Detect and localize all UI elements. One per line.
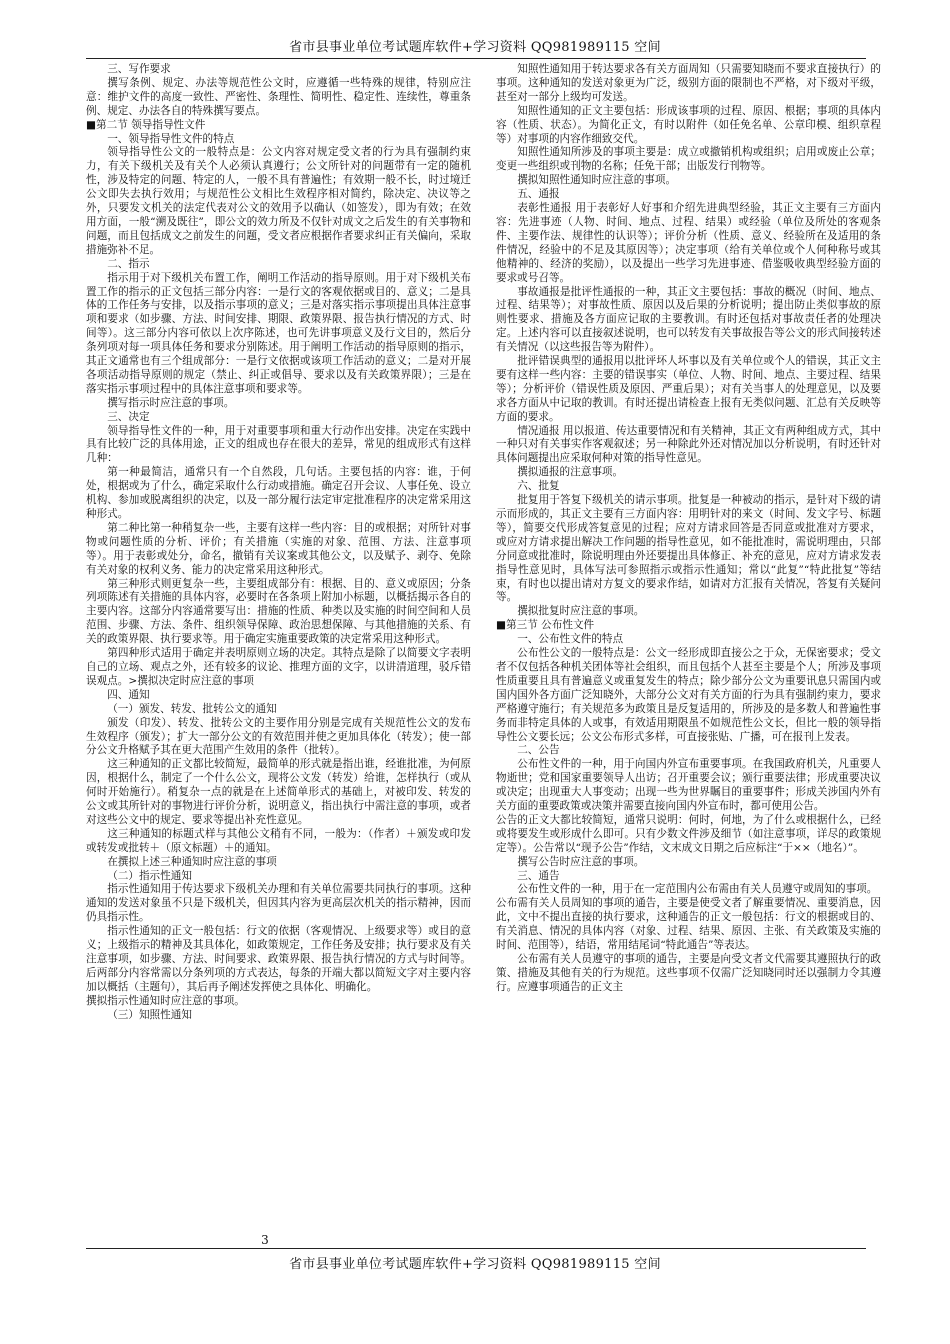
paragraph: 公布需有关人员周知的事项的通告，主要是使受文者了解重要情况、重要消息，因此，文中不提出直接的执行要求，这种通告的正文一般包括：行文的根据或目的、有关消息、情况的具体内容（对象、过程、结果、原因、主张、有关政策及实施的时间、范围等），结语，常用结尾词“特此通告”等表达。 [496,897,881,952]
footer-divider [86,1248,866,1249]
section-heading: 四、通知 [107,688,150,701]
paragraph: 表彰性通报 用于表彰好人好事和介绍先进典型经验，其正文主要有三方面内容：先进事迹（人物、时间、地点、过程、结果）或经验（单位及所处的客观条件、主要作法、规律性的认识等）；评价分析（性质、意义、经验所在及适用的条件情况，经验中的不足及其原因等）；决定事项（给有关单位或个人何种称号或其他精神的、经济的奖励），以及提出一些学习先进事迹、借鉴吸收典型经验方面的要求或号召等。 [496,202,881,284]
paragraph: 撰拟指示性通知时应注意的事项。 [86,994,245,1007]
paragraph: 公告的正文大都比较简短，通常只说明：何时，何地，为了什么或根据什么，已经或将要发生或形成什么即可。只有少数文件涉及细节（如注意事项，详尽的政策规定等）。公告常以“现予公告”作结，文末成文日期之后应标注“于××（地名）”。 [496,813,881,854]
paragraph: 撰拟知照性通知时应注意的事项。 [517,174,677,187]
paragraph: 公布需有关人员遵守的事项的通告，主要是向受文者文代需要其遵照执行的政策、措施及其他有关的行为规范。这些事项不仅需广泛知晓同时还以强制力令其遵行。应遵事项通告的正文主 [496,953,881,993]
page-number: 3 [261,1233,269,1247]
paragraph: 批评错误典型的通报用以批评坏人坏事以及有关单位或个人的错误，其正文主要有这样一些内容：主要的错误事实（单位、人物、时间、地点、主要过程、结果等）；分析评价（错误性质及原因、严重后果）；对有关当事人的处理意见，以及要求各方面从中记取的教训。有时还提出请检查上报有无类似问题、汇总有关反映等方面的要求。 [496,355,881,423]
section-heading: 三、写作要求 [107,63,171,75]
paragraph: 批复用于答复下级机关的请示事项。批复是一种被动的指示，是针对下级的请示而形成的，其正文主要有三方面内容：用明针对的来文（时间、发文字号、标题等），简要交代形成答复意见的过程；应对方请求回答是否同意或批准对方要求，或应对方请求提出解决工作问题的指导性意见，如不能批准时，需说明理由，只部分同意或批准时，除说明理由外还要提出具体修正、补充的意见，应对方请求发表指导性意见时，具体写法可参照指示或指示性通知；常以“此复”“特此批复”等结束，有时也以提出请对方复文的要求作结，如请对方汇报有关情况，答复有关疑问等。 [496,494,881,604]
section-heading: 五、通报 [517,188,560,201]
page-header: 省市县事业单位考试题库软件+学习资料 QQ981989115 空间 [289,40,661,55]
paragraph: 事故通报是批评性通报的一种，其正文主要包括：事故的概况（时间、地点、过程、结果等）；对事故性质、原因以及后果的分析说明；提出防止类似事故的原则性要求、措施及各方面应记取的主要教训。有时还包括对事故责任者的处理决定。上述内容可以直接叙述说明，也可以转发有关事故报告等公文的形式间接转述有关情况（以这些报告等为附件）。 [496,285,881,354]
paragraph: 领导指导性文件的一种，用于对重要事项和重大行动作出安排。决定在实践中具有比较广泛的具体用途，正文的组成也存在很大的差异，常见的组成形式有这样几种： [86,424,471,465]
chapter-section-title: ■第三节 公布性文件 [496,619,595,632]
paragraph: 撰拟批复时应注意的事项。 [517,605,645,618]
right-column [496,63,881,1233]
paragraph: 第四种形式适用于确定并表明原则立场的决定。其特点是除了以简要文字表明自己的立场、观点之外，还有较多的议论、推理方面的文字，以讲清道理，驳斥错误观点。>撰拟决定时应注意的事项 [86,647,471,687]
paragraph: 第三种形式则更复杂一些，主要组成部分有：根据、目的、意义或原因；分条列项陈述有关措施的具体内容，必要时在各条项上附加小标题，以概括揭示各自的主要内容。这部分内容通常要写出：措施的性质、种类以及实施的时间空间和人员范围、步骤、方法、条件、组织领导保障、政治思想保障、与其他措施的关系、有关的政策界限、执行要求等。用于确定实施重要政策的决定常采用这种形式。 [86,577,471,646]
paragraph: 第二种比第一种稍复杂一些，主要有这样一些内容：目的或根据；对所针对事物或问题性质的分析、评价；有关措施（实施的对象、范围、方法、注意事项等）。用于表彰或处分，命名，撤销有关议案或其他公文，以及赋予、剥夺、免除有关对象的权利义务、能力的决定常采用这种形式。 [86,521,471,576]
header-divider [86,58,866,59]
section-heading: 三、决定 [107,410,150,423]
left-column [86,63,471,1233]
paragraph: 第一种最简洁，通常只有一个自然段，几句话。主要包括的内容：谁，于何处，根据或为了什么，确定采取什么行动或措施。确定召开会议、人事任免、设立机构、参加或脱离组织的决定，以及一部分履行法定审定批准程序的决定常采用这种形式。 [86,466,471,520]
paragraph: 情况通报 用以报道、传达重要情况和有关精神，其正文有两种组成方式，其中一种只对有关事实作客观叙述；另一种除此外还对情况加以分析说明，有时还针对具体问题提出应采取何种对策的指导性意见。 [496,424,881,465]
paragraph: 公布性文件的一种，用于在一定范围内公布需由有关人员遵守或周知的事项。 [517,883,878,896]
paragraph: 撰写公告时应注意的事项。 [517,855,645,868]
page-footer: 省市县事业单位考试题库软件+学习资料 QQ981989115 空间 [289,1257,661,1272]
paragraph: 撰写指示时应注意的事项。 [107,396,235,409]
paragraph: 指示性通知的正文一般包括：行文的依据（客观情况、上级要求等）或目的意义；上级指示的精神及其具体化，如政策规定，工作任务及安排；执行要求及有关注意事项，如步骤、方法、时间要求、政策界限、报告执行情况的方式与时间等。后两部分内容常需以分条列项的方式表达，每条的开端大都以简短文字对主要内容加以概括（主题句），其后再予阐述发挥使之具体化、明确化。 [86,925,471,993]
paragraph: 在撰拟上述三种通知时应注意的事项 [107,855,277,868]
section-heading: 二、公告 [517,744,560,757]
section-heading: （一）颁发、转发、批转公文的通知 [107,702,277,715]
section-heading: 三、通告 [517,869,560,882]
paragraph: 公布性公文的一般特点是：公文一经形成即直接公之于众，无保密要求；受文者不仅包括各种机关团体等社会组织，而且包括个人甚至主要是个人；所涉及事项性质重要且具有普遍意义或重复发生的特点；除少部分公文为重要讯息只需国内或国内国外各方面广泛知晓外，大部分公文对有关方面的行为具有强制约束力，要求严格遵守施行；有关规范多为政策且是反复适用的，所涉及的是多数人和普遍性事务而非特定具体的人或事，有效适用期限虽不如规范性公文长，但比一般的领导指导性公文要长远；公文公布形式多样，可直接张贴、广播，可在报刊上发表。 [496,647,881,743]
paragraph: 知照性通知所涉及的事项主要是：成立或撤销机构或组织；启用或废止公章；变更一些组织或刊物的名称；任免干部；出版发行刊物等。 [496,146,881,173]
paragraph: 撰拟通报的注意事项。 [517,466,624,479]
paragraph: 指示性通知用于传达要求下级机关办理和有关单位需要共同执行的事项。这种通知的发送对象虽不只是下级机关，但因其内容为更高层次机关的指示精神，因而仍具指示性。 [86,883,471,924]
paragraph: 这三种通知的正文都比较简短，最简单的形式就是指出谁，经谁批准，为何原因，根据什么，制定了一个什么公文，现将公文发（转发）给谁，怎样执行（或从何时开始施行）。稍复杂一点的就是在上述简单形式的基础上，对被印发、转发的公文或其所针对的事物进行评价分析，说明意义，指出执行中需注意的事项，或者对这些公文中的规定、要求等提出补充性意见。 [86,758,471,826]
section-heading: 六、批复 [517,480,560,493]
paragraph: 这三种通知的标题式样与其他公文稍有不同，一般为：（作者）＋颁发或印发或转发或批转＋（原文标题）＋的通知。 [86,827,471,854]
section-heading: 一、公布性文件的特点 [517,633,624,646]
paragraph: 撰写条例、规定、办法等规范性公文时，应遵循一些特殊的规律，特别应注意：维护文件的高度一致性、严密性、条理性、简明性、稳定性、连续性，尊重条例、规定、办法各自的特殊撰写要点。 [86,76,471,117]
section-heading: （三）知照性通知 [107,1008,192,1021]
paragraph: 公布性文件的一种，用于向国内外宣布重要事项。在我国政府机关，凡重要人物逝世；党和国家重要领导人出访；召开重要会议；颁行重要法律；形成重要决议或决定；出现重大人事变动；出现一些为世界瞩目的重要事件；形成关涉国内外有关方面的重要政策或决策并需要直接向国内外宣布时，都可使用公告。 [496,758,881,813]
paragraph: 领导指导性公文的一般特点是：公文内容对规定受文者的行为具有强制约束力，有关下级机关及有关个人必须认真遵行；公文所针对的问题带有一定的随机性，涉及特定的问题、特定的人，一般不具有普遍性；有效期一般不长，时过境迁公文即失去执行效用；与规范性公文相比生效程序相对简约，除决定、决议等之外，只要发文机关的法定代表对公文的效用予以确认（如签发），即为有效；在效用方面，一般“溯及既往”，即公文的效力所及不仅针对成文之后发生的有关事物和问题，而且包括成文之前发生的问题，受文者应根据作者要求纠正有关偏向，采取措施弥补不足。 [86,146,471,256]
section-heading: 一、领导指导性文件的特点 [107,132,235,145]
paragraph: 颁发（印发）、转发、批转公文的主要作用分别是完成有关规范性公文的发布生效程序（颁发）；扩大一部分公文的有效范围并使之更加具体化（转发）；使一部分公文升格赋予其在更大范围产生效用的条件（批转）。 [86,716,471,757]
paragraph: 指示用于对下级机关布置工作，阐明工作活动的指导原则。用于对下级机关布置工作的指示的正文包括三部分内容：一是行文的客观依据或目的、意义；二是具体的工作任务与安排，以及指示事项的意义；三是对落实指示事项提出具体注意事项和要求（如步骤、方法、时间安排、期限、政策界限、报告执行情况的方式、时间等）。这三部分内容可依以上次序陈述，也可先讲事项意义及行文目的，然后分条列项对每一项具体任务和要求分别陈述。用于阐明工作活动的指导原则的指示，其正文通常也有三个组成部分：一是行文依据或该项工作活动的意义；二是对开展各项活动指导原则的规定（禁止、纠正或倡导、要求以及有关政策界限）；三是在落实指示事项过程中的具体注意事项和要求等。 [86,271,471,395]
paragraph: 知照性通知的正文主要包括：形成该事项的过程、原因、根据；事项的具体内容（性质、状态）。为简化正文，有时以附件（如任免名单、公章印模、组织章程等）对事项的内容作细致交代。 [496,104,881,145]
section-heading: 二、指示 [107,257,150,270]
section-heading: （二）指示性通知 [107,869,192,882]
chapter-section-title: ■第二节 领导指导性文件 [86,118,206,131]
paragraph: 知照性通知用于转达要求各有关方面周知（只需要知晓而不要求直接执行）的事项。这种通知的发送对象更为广泛，级别方面的限制也不严格，对下级对平级，甚至对一部分上级均可发送。 [496,63,881,103]
